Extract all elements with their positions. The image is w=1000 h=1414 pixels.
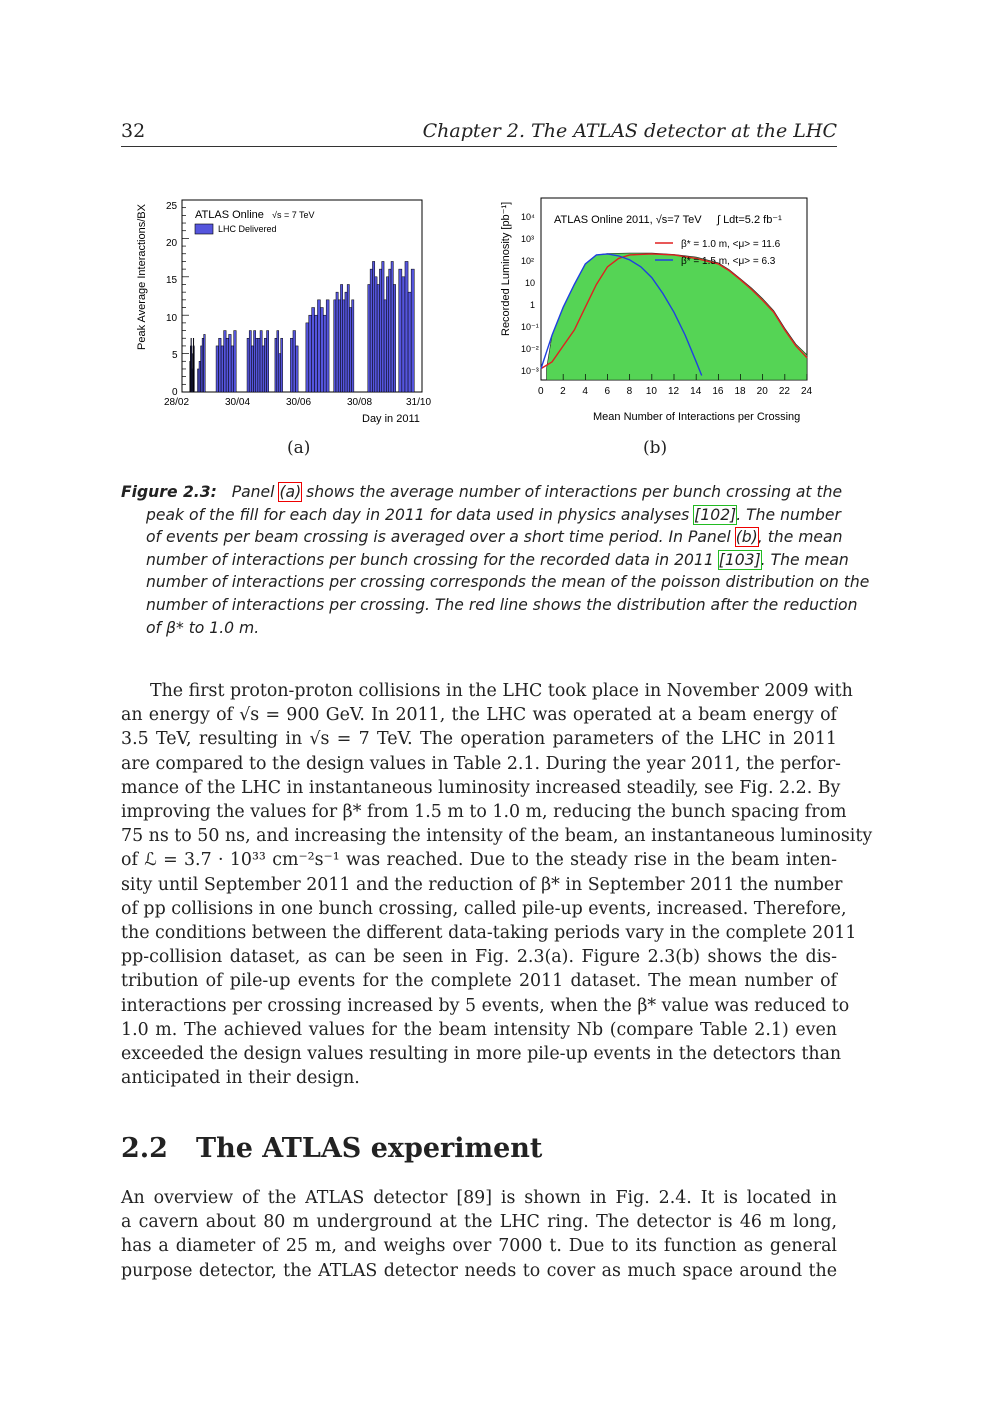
figure-a-bar bbox=[256, 338, 258, 392]
caption-text: . The mean bbox=[760, 550, 849, 569]
figure-b-xlabel: Mean Number of Interactions per Crossing bbox=[593, 411, 801, 423]
caption-line: of β* to 1.0 m. bbox=[146, 618, 260, 637]
figure-a-ytick: 5 bbox=[172, 350, 178, 361]
figure-b-ytick: 10 bbox=[525, 278, 536, 288]
figure-b-legend-blue: β* = 1.5 m, <μ> = 6.3 bbox=[681, 256, 776, 267]
figure-a-legend-entry: LHC Delivered bbox=[218, 224, 277, 234]
figure-a-xtick: 30/08 bbox=[347, 397, 373, 408]
figure-a-bar bbox=[216, 346, 219, 392]
figure-a-bar bbox=[326, 300, 329, 392]
text-line: anticipated in their design. bbox=[121, 1068, 360, 1089]
citation-103[interactable]: [103] bbox=[718, 550, 761, 569]
figure-a-legend-title: ATLAS Online bbox=[195, 209, 264, 221]
citation-102[interactable]: [102] bbox=[694, 505, 737, 524]
figure-a-bar bbox=[277, 331, 279, 392]
figure-a-bar bbox=[258, 338, 260, 392]
figure-b-ytick: 10⁻³ bbox=[521, 366, 539, 376]
figure-a-bar bbox=[226, 338, 229, 392]
figure-b-ytick: 10⁻¹ bbox=[521, 322, 539, 332]
section-number: 2.2 bbox=[121, 1133, 168, 1164]
figure-a-bar bbox=[309, 315, 312, 392]
figure-a-chart bbox=[130, 190, 440, 430]
figure-a-bar bbox=[224, 331, 227, 392]
figure-b-xtick: 18 bbox=[734, 386, 746, 397]
figure-b-title: ATLAS Online 2011, √s=7 TeV bbox=[554, 214, 702, 226]
ref-panel-a[interactable]: (a) bbox=[279, 483, 302, 501]
figure-a-ytick: 0 bbox=[172, 387, 178, 398]
figure-b-xtick: 16 bbox=[712, 386, 724, 397]
text-line: An overview of the ATLAS detector [89] is shown in Fig. 2.4. It is located in bbox=[121, 1188, 837, 1208]
running-header bbox=[121, 120, 837, 147]
text-line: interactions per crossing increased by 5 events, when the β* value was reduced to bbox=[121, 995, 850, 1016]
text-line: an energy of √s = 900 GeV. In 2011, the LHC was operated at a beam energy of bbox=[121, 705, 837, 726]
figure-a-bar bbox=[221, 346, 224, 392]
text-line: purpose detector, the ATLAS detector needs to cover as much space around the bbox=[121, 1260, 837, 1281]
ref-panel-b[interactable]: (b) bbox=[735, 528, 758, 547]
figure-b-xtick: 22 bbox=[778, 386, 790, 397]
figure-a-xtick: 28/02 bbox=[164, 397, 190, 408]
figure-a-bar bbox=[370, 269, 372, 392]
figure-a-legend-energy: √s = 7 TeV bbox=[272, 210, 315, 220]
figure-b-xtick: 0 bbox=[538, 386, 544, 397]
text-line: a cavern about 80 m underground at the LHC ring. The detector is 46 m long, bbox=[121, 1212, 837, 1233]
figure-a-bar bbox=[393, 284, 395, 392]
figure-a-bar bbox=[334, 300, 336, 392]
figure-a-bar bbox=[229, 334, 232, 392]
figure-a-bar bbox=[338, 300, 340, 392]
figure-a-bar bbox=[247, 338, 249, 392]
figure-a-bar bbox=[391, 261, 393, 392]
figure-a-bar bbox=[194, 346, 195, 392]
text-line: 1.0 m. The achieved values for the beam intensity Nb (compare Table 2.1) even bbox=[121, 1019, 837, 1040]
figure-a-bar bbox=[375, 277, 377, 392]
figure-b-label: (b) bbox=[643, 438, 668, 458]
text-line: pp-collision dataset, as can be seen in Fig. 2.3(a). Figure 2.3(b) shows the dis- bbox=[121, 947, 837, 968]
figure-a-legend-swatch bbox=[195, 224, 213, 234]
figure-b-xtick: 6 bbox=[604, 386, 611, 397]
figure-b-xtick: 4 bbox=[582, 386, 588, 397]
figure-a-bar bbox=[384, 300, 386, 392]
figure-a-bar bbox=[249, 331, 251, 392]
text-line: 3.5 TeV, resulting in √s = 7 TeV. The operation parameters of the LHC in 2011 bbox=[121, 729, 837, 750]
figure-a-ytick: 15 bbox=[166, 275, 178, 286]
page-number: 32 bbox=[121, 120, 146, 142]
figure-a-bar bbox=[349, 308, 351, 392]
figure-a-bar bbox=[386, 277, 388, 392]
figure-a-xtick: 30/06 bbox=[286, 397, 312, 408]
text-line: 75 ns to 50 ns, and increasing the intensity of the beam, an instantaneous luminosity bbox=[121, 826, 873, 847]
figure-a-bar bbox=[408, 292, 411, 392]
chapter-title: Chapter 2. The ATLAS detector at the LHC bbox=[422, 120, 837, 142]
figure-b-ytick: 10² bbox=[521, 256, 535, 266]
figure-a-bar bbox=[352, 300, 354, 392]
figure-a-bar bbox=[279, 354, 281, 392]
figure-a-bar bbox=[312, 308, 315, 392]
figure-a-bar bbox=[399, 269, 402, 392]
figure-a-bar bbox=[405, 261, 408, 392]
text-line: improving the values for β* from 1.5 m to 1.0 m, reducing the bunch spacing from bbox=[121, 802, 847, 823]
figure-a-bar bbox=[293, 331, 296, 392]
caption-text: number of interactions per bunch crossing for the recorded data in 2011 bbox=[146, 550, 719, 569]
figure-b-ytick: 10⁴ bbox=[521, 212, 535, 222]
figure-b-xtick: 8 bbox=[626, 386, 633, 397]
figure-b-xtick: 20 bbox=[756, 386, 768, 397]
figure-b-lumi: ∫ Ldt=5.2 fb⁻¹ bbox=[717, 214, 782, 226]
figure-b-xtick: 2 bbox=[560, 386, 566, 397]
text-line: has a diameter of 25 m, and weighs over 7000 t. Due to its function as general bbox=[121, 1236, 837, 1257]
text-line: of pp collisions in one bunch crossing, called pile-up events, increased. Therefore, bbox=[121, 898, 847, 919]
figure-a-bar bbox=[347, 284, 349, 392]
text-line: mance of the LHC in instantaneous luminosity increased steadily, see Fig. 2.2. By bbox=[121, 777, 841, 798]
text-line: The first proton-proton collisions in the LHC took place in November 2009 with bbox=[150, 681, 853, 701]
figure-a-bar bbox=[264, 338, 266, 392]
figure-a-bar bbox=[382, 261, 384, 392]
figure-a-ytick: 25 bbox=[166, 201, 178, 212]
figure-a-bar bbox=[267, 331, 269, 392]
caption-text: shows the average number of interactions per bunch crossing at the bbox=[301, 483, 843, 501]
figure-a-bar bbox=[260, 331, 262, 392]
text-line: of ℒ = 3.7 · 10³³ cm⁻²s⁻¹ was reached. Due to the steady rise in the beam inten- bbox=[121, 850, 837, 871]
figure-b-xtick: 24 bbox=[801, 386, 813, 397]
figure-b-xtick: 14 bbox=[690, 386, 702, 397]
figure-a-bar bbox=[345, 292, 347, 392]
figure-a-ytick: 20 bbox=[166, 238, 178, 249]
caption-line: number of interactions per crossing. The red line shows the distribution after the reduction bbox=[146, 595, 858, 614]
text-line: the conditions between the different data-taking periods vary in the complete 2011 bbox=[121, 923, 857, 944]
figure-a-bar bbox=[343, 300, 345, 392]
figure-a-bar bbox=[368, 284, 370, 392]
section-title: The ATLAS experiment bbox=[196, 1133, 543, 1164]
figure-a-bar bbox=[317, 300, 320, 392]
figure-a-bar bbox=[389, 269, 391, 392]
text-line: tribution of pile-up events for the complete 2011 dataset. The mean number of bbox=[121, 971, 837, 992]
figure-a-bar bbox=[323, 315, 326, 392]
figure-a-bar bbox=[204, 334, 206, 392]
figure-a-bar bbox=[219, 338, 222, 392]
figure-a-bar bbox=[402, 277, 405, 392]
figure-b-xtick: 10 bbox=[645, 386, 657, 397]
figure-b-ylabel: Recorded Luminosity [pb⁻¹] bbox=[500, 201, 512, 336]
figure-a-bar bbox=[251, 346, 253, 392]
text-line: are compared to the design values in Table 2.1. During the year 2011, the perfor- bbox=[121, 753, 841, 774]
figure-a-bar bbox=[379, 269, 381, 392]
figure-a-bar bbox=[262, 346, 264, 392]
figure-a-bar bbox=[296, 346, 299, 392]
text-line: exceeded the design values resulting in more pile-up events in the detectors than bbox=[121, 1044, 842, 1065]
text-line: sity until September 2011 and the reduction of β* in September 2011 the number bbox=[121, 874, 843, 895]
figure-b-ytick: 1 bbox=[530, 300, 536, 310]
figure-a-xlabel: Day in 2011 bbox=[362, 413, 420, 425]
figure-a-bar bbox=[234, 331, 237, 392]
figure-a-bar bbox=[377, 284, 379, 392]
body-paragraph-1 bbox=[121, 679, 873, 1090]
figure-b-ytick: 10⁻² bbox=[521, 344, 539, 354]
figure-b-chart bbox=[495, 190, 825, 430]
figure-b-ytick: 10³ bbox=[521, 234, 535, 244]
figure-a-bar bbox=[231, 346, 234, 392]
caption-text: peak of the fill for each day in 2011 for data used in physics analyses bbox=[146, 505, 695, 524]
figure-a-xtick: 31/10 bbox=[406, 397, 432, 408]
figure-a-bar bbox=[340, 284, 342, 392]
figure-a-bar bbox=[275, 338, 277, 392]
figure-a-bar bbox=[306, 323, 309, 392]
figure-b-xtick: 12 bbox=[668, 386, 680, 397]
figure-a-ylabel: Peak Average Interactions/BX bbox=[136, 204, 148, 350]
figure-a-bar bbox=[254, 331, 256, 392]
figure-a-bar bbox=[336, 292, 338, 392]
caption-text: of events per beam crossing is averaged over a short time period. In Panel bbox=[146, 528, 736, 547]
caption-text: . The number bbox=[736, 505, 841, 524]
figure-a-ytick: 10 bbox=[166, 313, 178, 324]
figure-a-bar bbox=[290, 338, 293, 392]
caption-text: Panel bbox=[231, 483, 280, 501]
caption-text: , the mean bbox=[757, 528, 843, 547]
figure-a-xtick: 30/04 bbox=[225, 397, 251, 408]
caption-label: Figure 2.3: bbox=[121, 483, 217, 501]
figure-a-bar bbox=[372, 261, 374, 392]
caption-line: number of interactions per crossing corresponds the mean of the poisson distribution on the bbox=[146, 573, 870, 592]
figure-a-label: (a) bbox=[287, 438, 311, 458]
body-paragraph-2 bbox=[121, 1186, 837, 1283]
figure-b-legend-red: β* = 1.0 m, <μ> = 11.6 bbox=[681, 239, 781, 250]
figure-a-bar bbox=[281, 338, 283, 392]
figure-a-bar bbox=[315, 315, 318, 392]
figure-a-bar bbox=[320, 308, 323, 392]
figure-a-bar bbox=[411, 269, 414, 392]
figure-caption bbox=[121, 481, 870, 639]
